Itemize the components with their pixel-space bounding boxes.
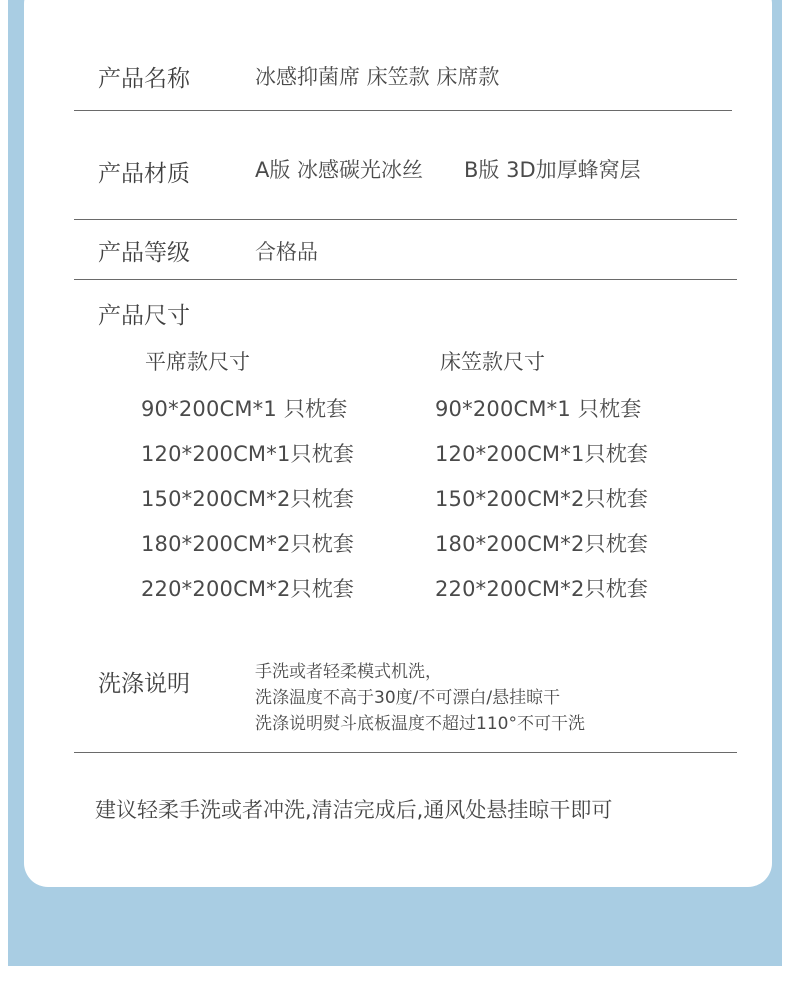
fitted-size-row: 120*200CM*1只枕套 bbox=[435, 442, 649, 466]
flat-size-row: 150*200CM*2只枕套 bbox=[141, 487, 355, 511]
fitted-size-header: 床笠款尺寸 bbox=[440, 350, 545, 374]
product-material-value-a: A版 冰感碳光冰丝 bbox=[255, 158, 424, 182]
product-name-label: 产品名称 bbox=[98, 66, 190, 92]
care-label: 洗涤说明 bbox=[98, 671, 190, 697]
flat-size-row: 180*200CM*2只枕套 bbox=[141, 532, 355, 556]
divider bbox=[74, 219, 737, 220]
product-grade-value: 合格品 bbox=[255, 240, 318, 264]
flat-size-row: 220*200CM*2只枕套 bbox=[141, 577, 355, 601]
divider bbox=[74, 752, 737, 753]
product-size-label: 产品尺寸 bbox=[98, 303, 190, 329]
care-line: 洗涤温度不高于30度/不可漂白/悬挂晾干 bbox=[255, 688, 561, 708]
flat-size-row: 90*200CM*1 只枕套 bbox=[141, 397, 348, 421]
flat-size-header: 平席款尺寸 bbox=[145, 350, 250, 374]
care-recommendation: 建议轻柔手洗或者冲洗,清洁完成后,通风处悬挂晾干即可 bbox=[95, 798, 613, 822]
fitted-size-row: 180*200CM*2只枕套 bbox=[435, 532, 649, 556]
fitted-size-row: 220*200CM*2只枕套 bbox=[435, 577, 649, 601]
divider bbox=[74, 279, 737, 280]
fitted-size-row: 90*200CM*1 只枕套 bbox=[435, 397, 642, 421]
care-line: 洗涤说明熨斗底板温度不超过110°不可干洗 bbox=[255, 714, 585, 734]
product-name-value: 冰感抑菌席 床笠款 床席款 bbox=[255, 65, 500, 89]
product-grade-label: 产品等级 bbox=[98, 240, 190, 266]
product-material-label: 产品材质 bbox=[98, 161, 190, 187]
divider bbox=[74, 110, 732, 111]
flat-size-row: 120*200CM*1只枕套 bbox=[141, 442, 355, 466]
care-line: 手洗或者轻柔模式机洗， bbox=[255, 662, 442, 682]
fitted-size-row: 150*200CM*2只枕套 bbox=[435, 487, 649, 511]
product-material-value-b: B版 3D加厚蜂窝层 bbox=[464, 158, 641, 182]
spec-card bbox=[24, 0, 772, 887]
